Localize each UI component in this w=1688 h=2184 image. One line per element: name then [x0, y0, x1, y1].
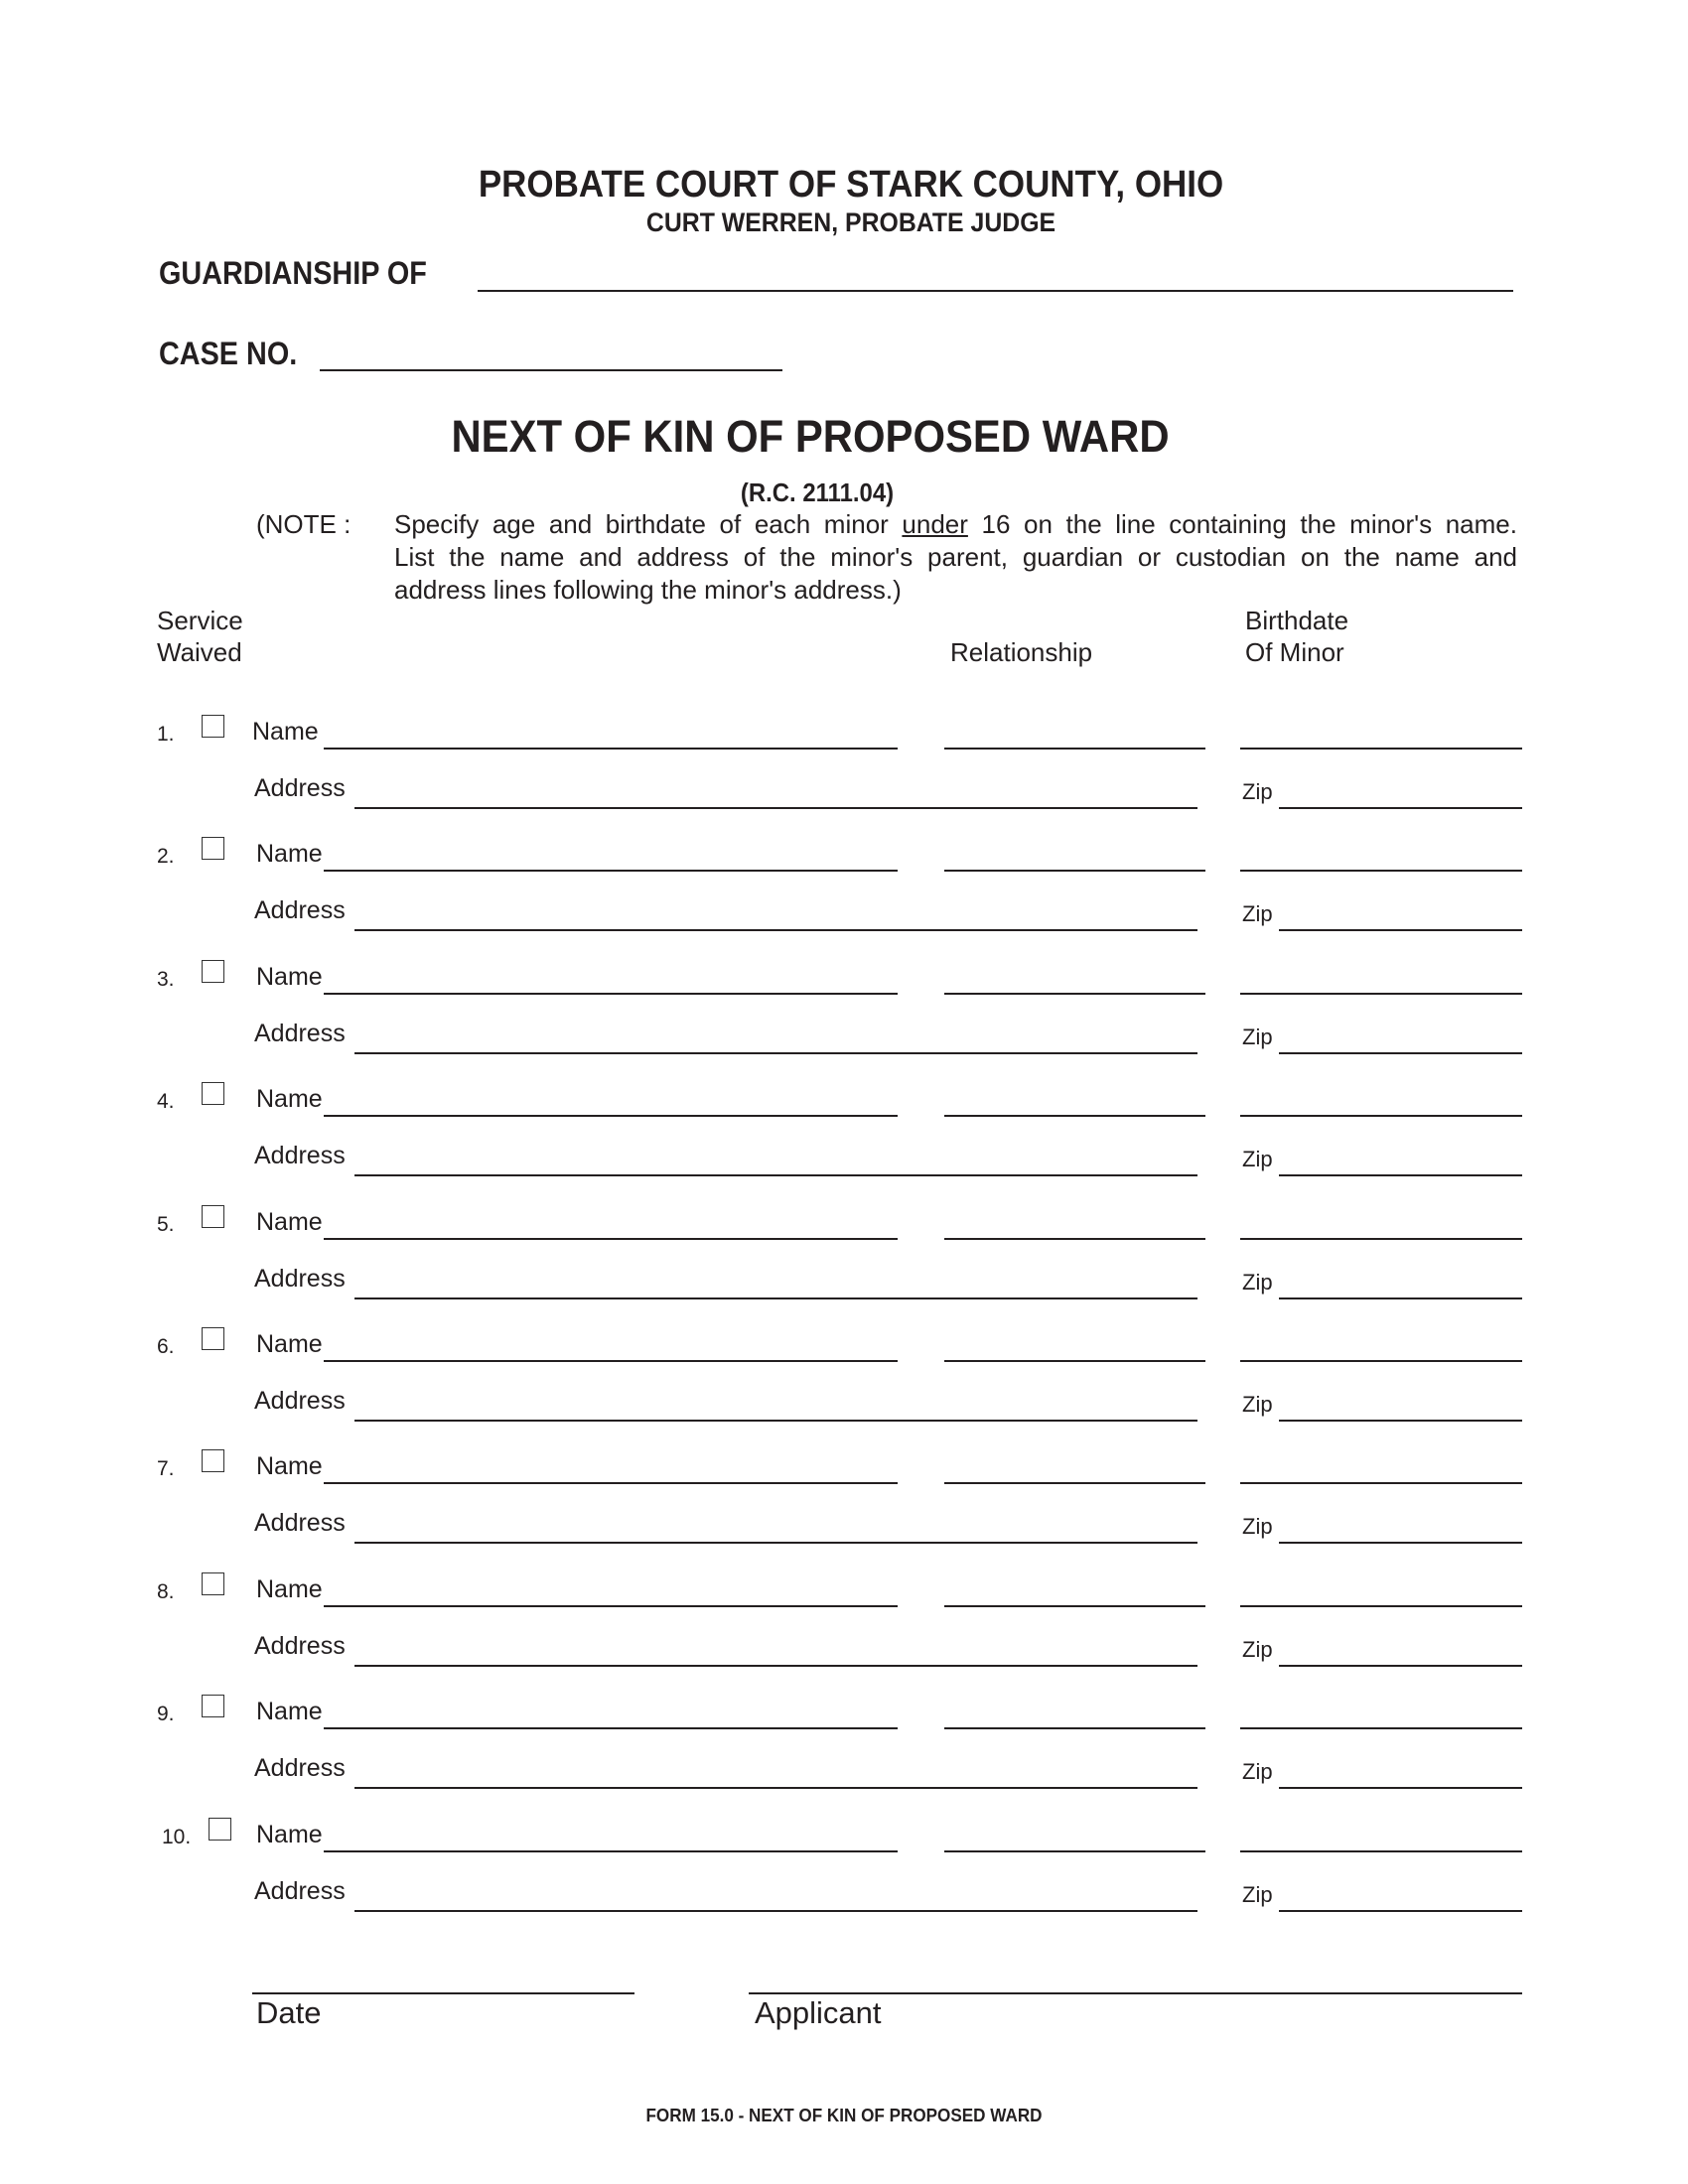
- zip-label: Zip: [1242, 1270, 1273, 1295]
- service-waived-checkbox[interactable]: [202, 1572, 224, 1595]
- birthdate-field[interactable]: [1240, 993, 1522, 995]
- service-waived-checkbox[interactable]: [202, 960, 224, 983]
- row-number: 6.: [157, 1335, 175, 1358]
- name-field[interactable]: [324, 870, 898, 872]
- zip-label: Zip: [1242, 779, 1273, 804]
- case-no-label: CASE NO.: [159, 336, 298, 371]
- address-label: Address: [254, 1754, 346, 1782]
- date-signature-line[interactable]: [252, 1992, 634, 1994]
- name-label: Name: [256, 1330, 323, 1358]
- note-line-2: List the name and address of the minor's parent, guardian or custodian on the name and: [394, 542, 1517, 572]
- row-number: 10.: [162, 1826, 192, 1848]
- address-field[interactable]: [354, 929, 1197, 931]
- name-field[interactable]: [324, 1482, 898, 1484]
- relationship-field[interactable]: [944, 993, 1205, 995]
- service-waived-header: Service Waived: [157, 606, 243, 667]
- relationship-field[interactable]: [944, 748, 1205, 750]
- note-line-1: Specify age and birthdate of each minor under 16 on the line containing the minor's name.: [394, 509, 1517, 539]
- address-label: Address: [254, 1509, 346, 1537]
- relationship-field[interactable]: [944, 1360, 1205, 1362]
- birthdate-field[interactable]: [1240, 1850, 1522, 1852]
- birthdate-header: Birthdate Of Minor: [1245, 606, 1349, 667]
- address-field[interactable]: [354, 1174, 1197, 1176]
- name-label: Name: [252, 718, 319, 746]
- service-waived-checkbox[interactable]: [202, 715, 224, 738]
- birthdate-field[interactable]: [1240, 1482, 1522, 1484]
- relationship-field[interactable]: [944, 870, 1205, 872]
- zip-field[interactable]: [1279, 1297, 1522, 1299]
- name-label: Name: [256, 1208, 323, 1236]
- name-label: Name: [256, 1452, 323, 1480]
- guardianship-field[interactable]: [478, 290, 1513, 292]
- birthdate-field[interactable]: [1240, 870, 1522, 872]
- applicant-label: Applicant: [755, 1995, 882, 2030]
- relationship-field[interactable]: [944, 1482, 1205, 1484]
- row-number: 4.: [157, 1090, 175, 1113]
- applicant-signature-line[interactable]: [749, 1992, 1522, 1994]
- birthdate-field[interactable]: [1240, 748, 1522, 750]
- birthdate-field[interactable]: [1240, 1727, 1522, 1729]
- address-field[interactable]: [354, 807, 1197, 809]
- judge-name: CURT WERREN, PROBATE JUDGE: [645, 207, 1056, 237]
- name-field[interactable]: [324, 1238, 898, 1240]
- row-number: 7.: [157, 1457, 175, 1480]
- address-label: Address: [254, 1142, 346, 1169]
- zip-field[interactable]: [1279, 807, 1522, 809]
- statute-reference: (R.C. 2111.04): [740, 478, 895, 507]
- name-field[interactable]: [324, 1605, 898, 1607]
- relationship-header: Relationship: [950, 637, 1093, 667]
- service-waived-checkbox[interactable]: [209, 1818, 231, 1841]
- address-field[interactable]: [354, 1665, 1197, 1667]
- birthdate-field[interactable]: [1240, 1360, 1522, 1362]
- address-label: Address: [254, 1020, 346, 1047]
- date-label: Date: [256, 1995, 322, 2030]
- note-label: (NOTE :: [256, 509, 352, 539]
- zip-label: Zip: [1242, 1147, 1273, 1171]
- name-field[interactable]: [324, 748, 898, 750]
- note-text: [394, 508, 1517, 607]
- address-label: Address: [254, 774, 346, 802]
- service-waived-checkbox[interactable]: [202, 1327, 224, 1350]
- form-footer: FORM 15.0 - NEXT OF KIN OF PROPOSED WARD: [645, 2106, 1043, 2125]
- address-field[interactable]: [354, 1787, 1197, 1789]
- note-line-3: address lines following the minor's address.): [394, 575, 902, 605]
- zip-label: Zip: [1242, 1759, 1273, 1784]
- row-number: 3.: [157, 968, 175, 991]
- guardianship-label: GUARDIANSHIP OF: [159, 255, 427, 291]
- zip-field[interactable]: [1279, 1542, 1522, 1544]
- service-waived-checkbox[interactable]: [202, 1205, 224, 1228]
- zip-field[interactable]: [1279, 929, 1522, 931]
- name-field[interactable]: [324, 1850, 898, 1852]
- address-label: Address: [254, 1265, 346, 1293]
- case-no-field[interactable]: [320, 369, 782, 371]
- relationship-field[interactable]: [944, 1850, 1205, 1852]
- zip-label: Zip: [1242, 901, 1273, 926]
- service-waived-checkbox[interactable]: [202, 1695, 224, 1717]
- zip-label: Zip: [1242, 1514, 1273, 1539]
- zip-label: Zip: [1242, 1392, 1273, 1417]
- birthdate-field[interactable]: [1240, 1605, 1522, 1607]
- zip-field[interactable]: [1279, 1787, 1522, 1789]
- name-label: Name: [256, 1085, 323, 1113]
- name-label: Name: [256, 1821, 323, 1848]
- name-label: Name: [256, 963, 323, 991]
- address-field[interactable]: [354, 1297, 1197, 1299]
- service-waived-checkbox[interactable]: [202, 1082, 224, 1105]
- zip-field[interactable]: [1279, 1665, 1522, 1667]
- address-label: Address: [254, 896, 346, 924]
- address-label: Address: [254, 1877, 346, 1905]
- zip-field[interactable]: [1279, 1420, 1522, 1422]
- name-field[interactable]: [324, 1115, 898, 1117]
- zip-field[interactable]: [1279, 1052, 1522, 1054]
- address-label: Address: [254, 1387, 346, 1415]
- name-label: Name: [256, 840, 323, 868]
- note-underlined-word: under: [902, 509, 968, 539]
- service-waived-checkbox[interactable]: [202, 837, 224, 860]
- address-field[interactable]: [354, 1420, 1197, 1422]
- name-field[interactable]: [324, 993, 898, 995]
- zip-label: Zip: [1242, 1882, 1273, 1907]
- relationship-field[interactable]: [944, 1115, 1205, 1117]
- service-waived-checkbox[interactable]: [202, 1449, 224, 1472]
- zip-label: Zip: [1242, 1024, 1273, 1049]
- row-number: 8.: [157, 1580, 175, 1603]
- row-number: 2.: [157, 845, 175, 868]
- address-field[interactable]: [354, 1542, 1197, 1544]
- relationship-field[interactable]: [944, 1238, 1205, 1240]
- row-number: 1.: [157, 723, 175, 746]
- address-field[interactable]: [354, 1910, 1197, 1912]
- birthdate-field[interactable]: [1240, 1115, 1522, 1117]
- row-number: 9.: [157, 1703, 175, 1725]
- zip-field[interactable]: [1279, 1910, 1522, 1912]
- name-label: Name: [256, 1575, 323, 1603]
- relationship-field[interactable]: [944, 1605, 1205, 1607]
- court-title: PROBATE COURT OF STARK COUNTY, OHIO: [478, 164, 1224, 205]
- name-field[interactable]: [324, 1727, 898, 1729]
- zip-field[interactable]: [1279, 1174, 1522, 1176]
- zip-label: Zip: [1242, 1637, 1273, 1662]
- row-number: 5.: [157, 1213, 175, 1236]
- relationship-field[interactable]: [944, 1727, 1205, 1729]
- name-field[interactable]: [324, 1360, 898, 1362]
- address-field[interactable]: [354, 1052, 1197, 1054]
- address-label: Address: [254, 1632, 346, 1660]
- birthdate-field[interactable]: [1240, 1238, 1522, 1240]
- name-label: Name: [256, 1698, 323, 1725]
- form-title: NEXT OF KIN OF PROPOSED WARD: [451, 411, 1170, 462]
